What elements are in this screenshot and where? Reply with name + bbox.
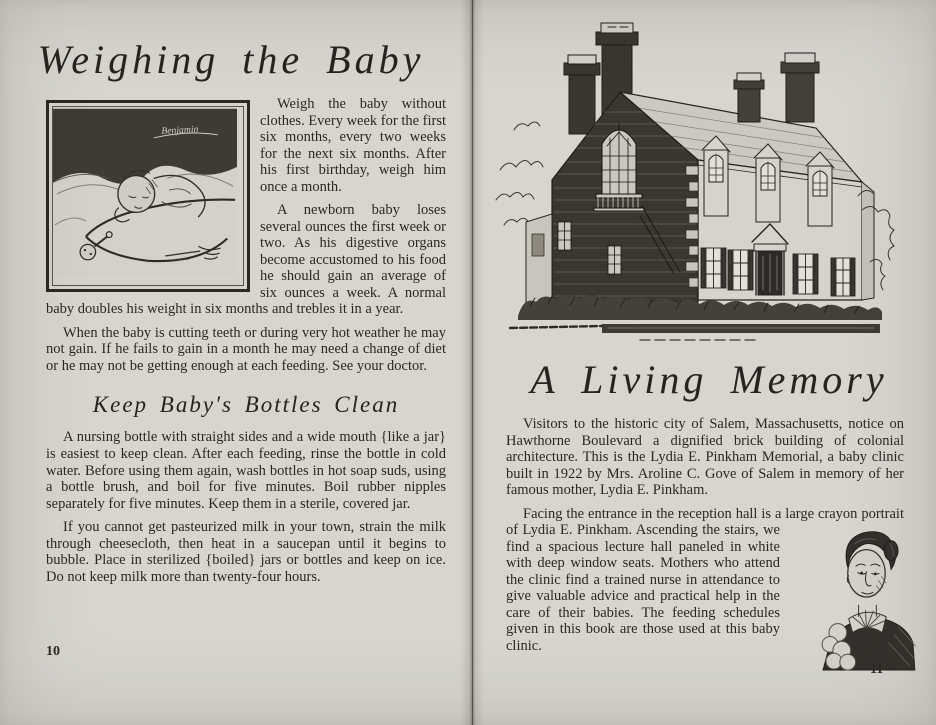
- paragraph-newborn: A newborn baby loses several ounces the first week or two. As his digestive organs become accustomed to his food he should gain an average of six ounces a week. A normal baby doubles his weight in six months and trebles it in a year.: [46, 202, 446, 318]
- page-number-right: 11: [870, 662, 884, 677]
- paragraph-facing-lead: Facing the entrance in the reception hall is a large crayon: [523, 505, 862, 522]
- baby-illustration-frame: [46, 100, 250, 292]
- left-page-title: Weighing the Baby: [37, 37, 425, 82]
- paragraph-bottles: A nursing bottle with straight sides and a wide mouth {like a jar} is easiest to keep clean. After each feeding, rinse the bottle in cold water. Before using them again, wash bottles in hot soap suds, using a bottle brush, and boil for five minutes. Boil rubber nipples separately for five minutes. Keep them in a sterile, covered jar.: [46, 429, 446, 512]
- page-right: [482, 0, 936, 725]
- paragraph-facing-rest: portrait of Lydia E. Pinkham. Ascending the stairs, we find a spacious lecture hall paneled in white with deep window seats. Mothers who attend the clinic find a trained nurse in attendance to give valuable advice and practical help in the care of their babies. The feeding schedules given in this book are those used at this baby clinic.: [506, 505, 904, 654]
- right-page-body: [506, 416, 904, 676]
- portrait-illustration: [807, 524, 921, 672]
- building-illustration-wrap: [490, 10, 902, 350]
- page-number-left: 10: [46, 644, 60, 659]
- paragraph-weigh: Weigh the baby without clothes. Every week for the first six months, every two weeks for the next six months. After his first birthday, weigh him once a month.: [260, 96, 447, 195]
- paragraph-facing: [506, 506, 904, 655]
- portrait-illustration-wrap: [790, 524, 904, 672]
- paragraph-milk: If you cannot get pasteurized milk in your town, strain the milk through cheesecloth, then heat in a saucepan until it begins to bubble. Place in sterilized {boiled} jars or bottles and keep on ice. Do not keep milk more than twenty-four hours.: [46, 519, 446, 585]
- paragraph-visitors: Visitors to the historic city of Salem, Massachusetts, notice on Hawthorne Boulevard a dignified brick building of colonial architecture. This is the Lydia E. Pinkham Memorial, a baby clinic built in 1922 by Mrs. Aroline C. Gove of Salem in memory of her famous mother, Lydia E. Pinkham.: [506, 416, 904, 499]
- page-left: [0, 0, 462, 725]
- paragraph-teething: When the baby is cutting teeth or during very hot weather he may not gain. If he fails to gain in a month he may need a change of diet or he may not be getting enough at each feeding. See your doctor.: [46, 324, 446, 374]
- book-gutter: [460, 0, 484, 725]
- section-heading-bottles: Keep Baby's Bottles Clean: [92, 392, 400, 418]
- illustration-signature: Benjamin: [161, 123, 199, 137]
- baby-illustration: [53, 107, 237, 279]
- building-illustration: [490, 10, 902, 350]
- right-page-title: A Living Memory: [530, 357, 888, 402]
- left-page-body: [46, 96, 446, 585]
